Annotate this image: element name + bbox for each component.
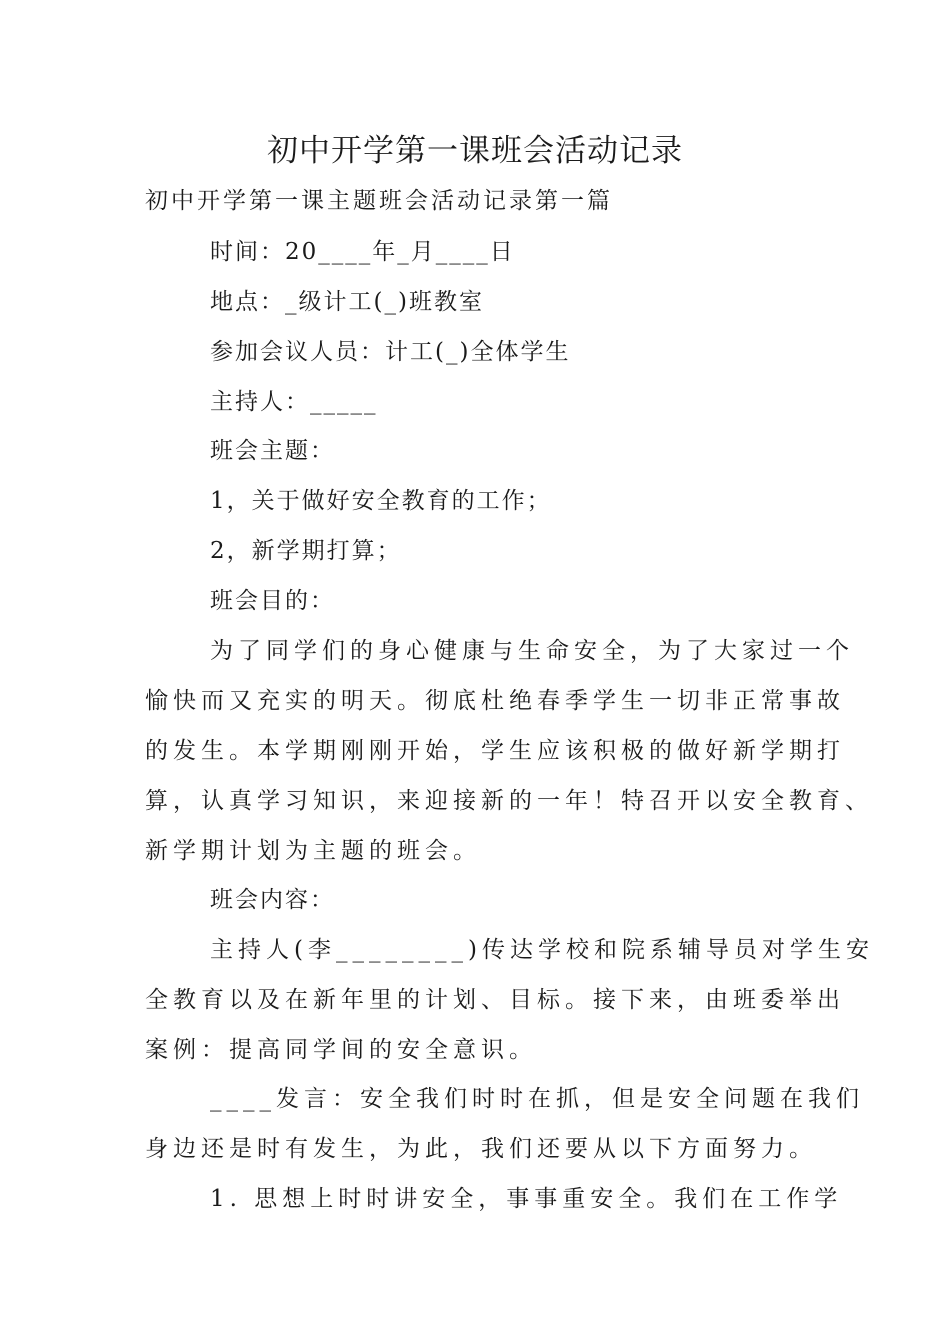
list-item: 1. 思想上时时讲安全，事事重安全。我们在工作学 — [210, 1186, 843, 1212]
section-heading-theme: 班会主题： — [210, 438, 335, 464]
paragraph-line: 主持人(李________)传达学校和院系辅导员对学生安 — [210, 937, 874, 963]
meeting-time: 时间：20____年_月____日 — [210, 239, 515, 265]
paragraph-line: 愉快而又充实的明天。彻底杜绝春季学生一切非正常事故 — [145, 688, 845, 714]
meeting-participants: 参加会议人员：计工(_)全体学生 — [210, 339, 571, 365]
meeting-host: 主持人：_____ — [210, 389, 378, 415]
theme-item-1: 1，关于做好安全教育的工作； — [210, 488, 552, 514]
paragraph-line: 新学期计划为主题的班会。 — [145, 838, 481, 864]
paragraph-line: 身边还是时有发生，为此，我们还要从以下方面努力。 — [145, 1136, 817, 1162]
paragraph-line: ____发言：安全我们时时在抓，但是安全问题在我们 — [210, 1086, 864, 1112]
section-heading-purpose: 班会目的： — [210, 588, 335, 614]
document-title: 初中开学第一课班会活动记录 — [267, 133, 683, 169]
section-heading-content: 班会内容： — [210, 887, 335, 913]
paragraph-line: 为了同学们的身心健康与生命安全，为了大家过一个 — [210, 638, 854, 664]
paragraph-line: 算，认真学习知识，来迎接新的一年！特召开以安全教育、 — [145, 788, 873, 814]
paragraph-line: 案例：提高同学间的安全意识。 — [145, 1037, 537, 1063]
document-subtitle: 初中开学第一课主题班会活动记录第一篇 — [145, 188, 613, 214]
paragraph-line: 的发生。本学期刚刚开始，学生应该积极的做好新学期打 — [145, 738, 845, 764]
paragraph-line: 全教育以及在新年里的计划、目标。接下来，由班委举出 — [145, 987, 845, 1013]
meeting-location: 地点：_级计工(_)班教室 — [210, 289, 484, 315]
theme-item-2: 2，新学期打算； — [210, 538, 402, 564]
